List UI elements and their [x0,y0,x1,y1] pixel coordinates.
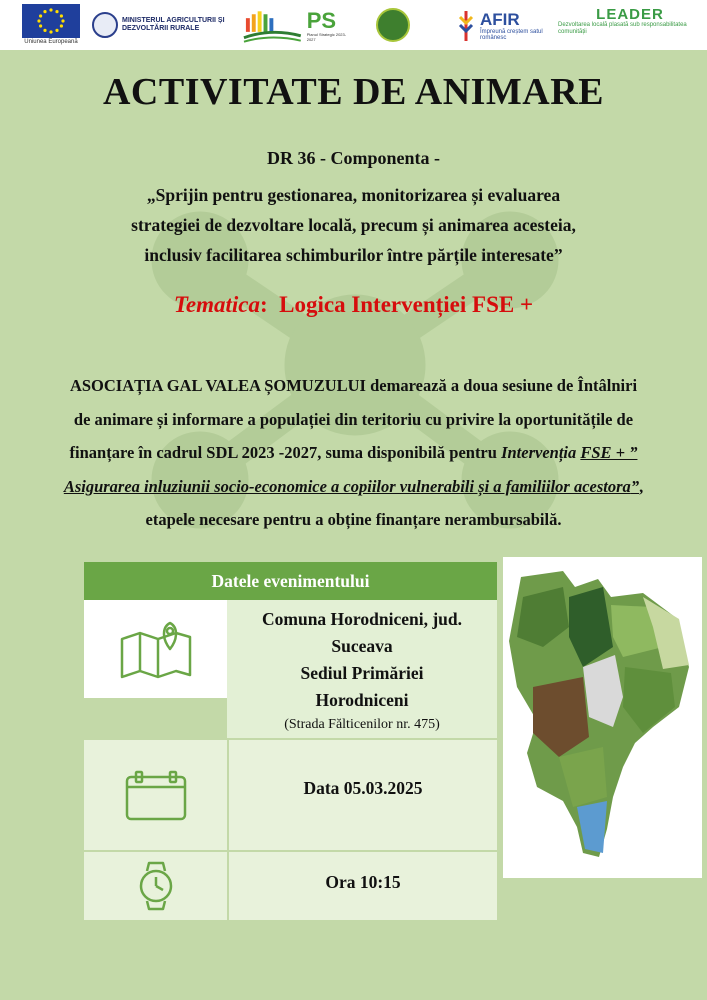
event-details-table [84,562,497,920]
eu-caption: Uniunea Europeană [24,39,78,45]
date-icon-cell [84,738,227,850]
eu-flag-logo [18,4,84,46]
location-line: Comuna Horodniceni, jud. [262,609,462,629]
event-details-header: Datele evenimentului [84,562,497,600]
afir-caption: Împreună creștem satul românesc [480,29,543,41]
announcement-text-end: , etapele necesare pentru a obține finanțare nerambursabilă. [145,476,644,529]
theme-topic: Logica Intervenției FSE + [279,292,534,317]
logo-bar [0,0,707,50]
afir-logo [456,5,564,47]
announcement-paragraph [60,369,647,537]
theme-separator: : [259,292,268,317]
organization-name: ASOCIAȚIA GAL VALEA ȘOMUZULUI [69,376,366,395]
time-cell [227,850,497,920]
leader-caption: Dezvoltarea locală plasată sub responsabilitatea comunității [558,22,687,35]
map-pin-icon [118,619,194,679]
afir-mark: AFIR [480,10,520,29]
measure-description [60,180,647,270]
ministry-name: MINISTERUL AGRICULTURII ȘI DEZVOLTĂRII RURALE [122,17,225,32]
ministry-logo [92,10,242,40]
measure-description-line: inclusiv facilitarea schimburilor între părțile interesate” [144,245,563,265]
gal-emblem-icon [376,8,410,42]
wristwatch-icon [134,861,178,911]
leader-mark: LEADER [596,6,664,23]
location-line: Suceava [331,636,393,656]
location-icon-cell [84,600,227,698]
wheat-sheaf-icon [456,9,476,43]
announcement-text: demarează a doua sesiune de Întâlniri de animare și informare a populației din teritoriu cu privire la oportunitățile de finanțare în cadrul SDL 2023 -2027, suma disponibilă pentru [69,376,638,462]
time-icon-cell [84,850,227,920]
event-time: Ora 10:15 [325,872,401,892]
leader-logo [558,7,702,45]
location-line: Sediul Primăriei [300,663,424,683]
theme-label: Tematica [173,292,260,317]
ps-logo [242,5,354,47]
ps-mark: PS [306,8,337,33]
calendar-icon [124,769,188,821]
measure-code: DR 36 - Componenta - [267,148,440,168]
page-title: ACTIVITATE DE ANIMARE [102,71,605,113]
gal-valea-somuzului-logo [376,6,410,44]
ministry-seal-icon [92,12,118,38]
theme-line [0,292,707,318]
measure-description-line: strategiei de dezvoltare locală, precum și animarea acesteia, [131,215,576,235]
ps-caption: Planul Strategic 2023-2027 [306,32,347,42]
eu-stars-icon [22,4,80,38]
territory-map-illustration [503,557,702,878]
program-name: FSE + ” Asigurarea inluziunii socio-economice a copiilor vulnerabili și a familiilor acestora [63,443,638,496]
measure-description-line: „Sprijin pentru gestionarea, monitorizarea și evaluarea [146,185,561,205]
closing-quote: ” [630,476,640,496]
ps-bars-icon [242,8,303,44]
date-cell [227,738,497,850]
intervention-label: Intervenția [501,443,577,462]
event-date: Data 05.03.2025 [303,778,423,798]
location-line: Horodniceni [315,690,409,710]
territory-map-image [503,557,702,878]
location-address: (Strada Fălticenilor nr. 475) [284,717,440,732]
